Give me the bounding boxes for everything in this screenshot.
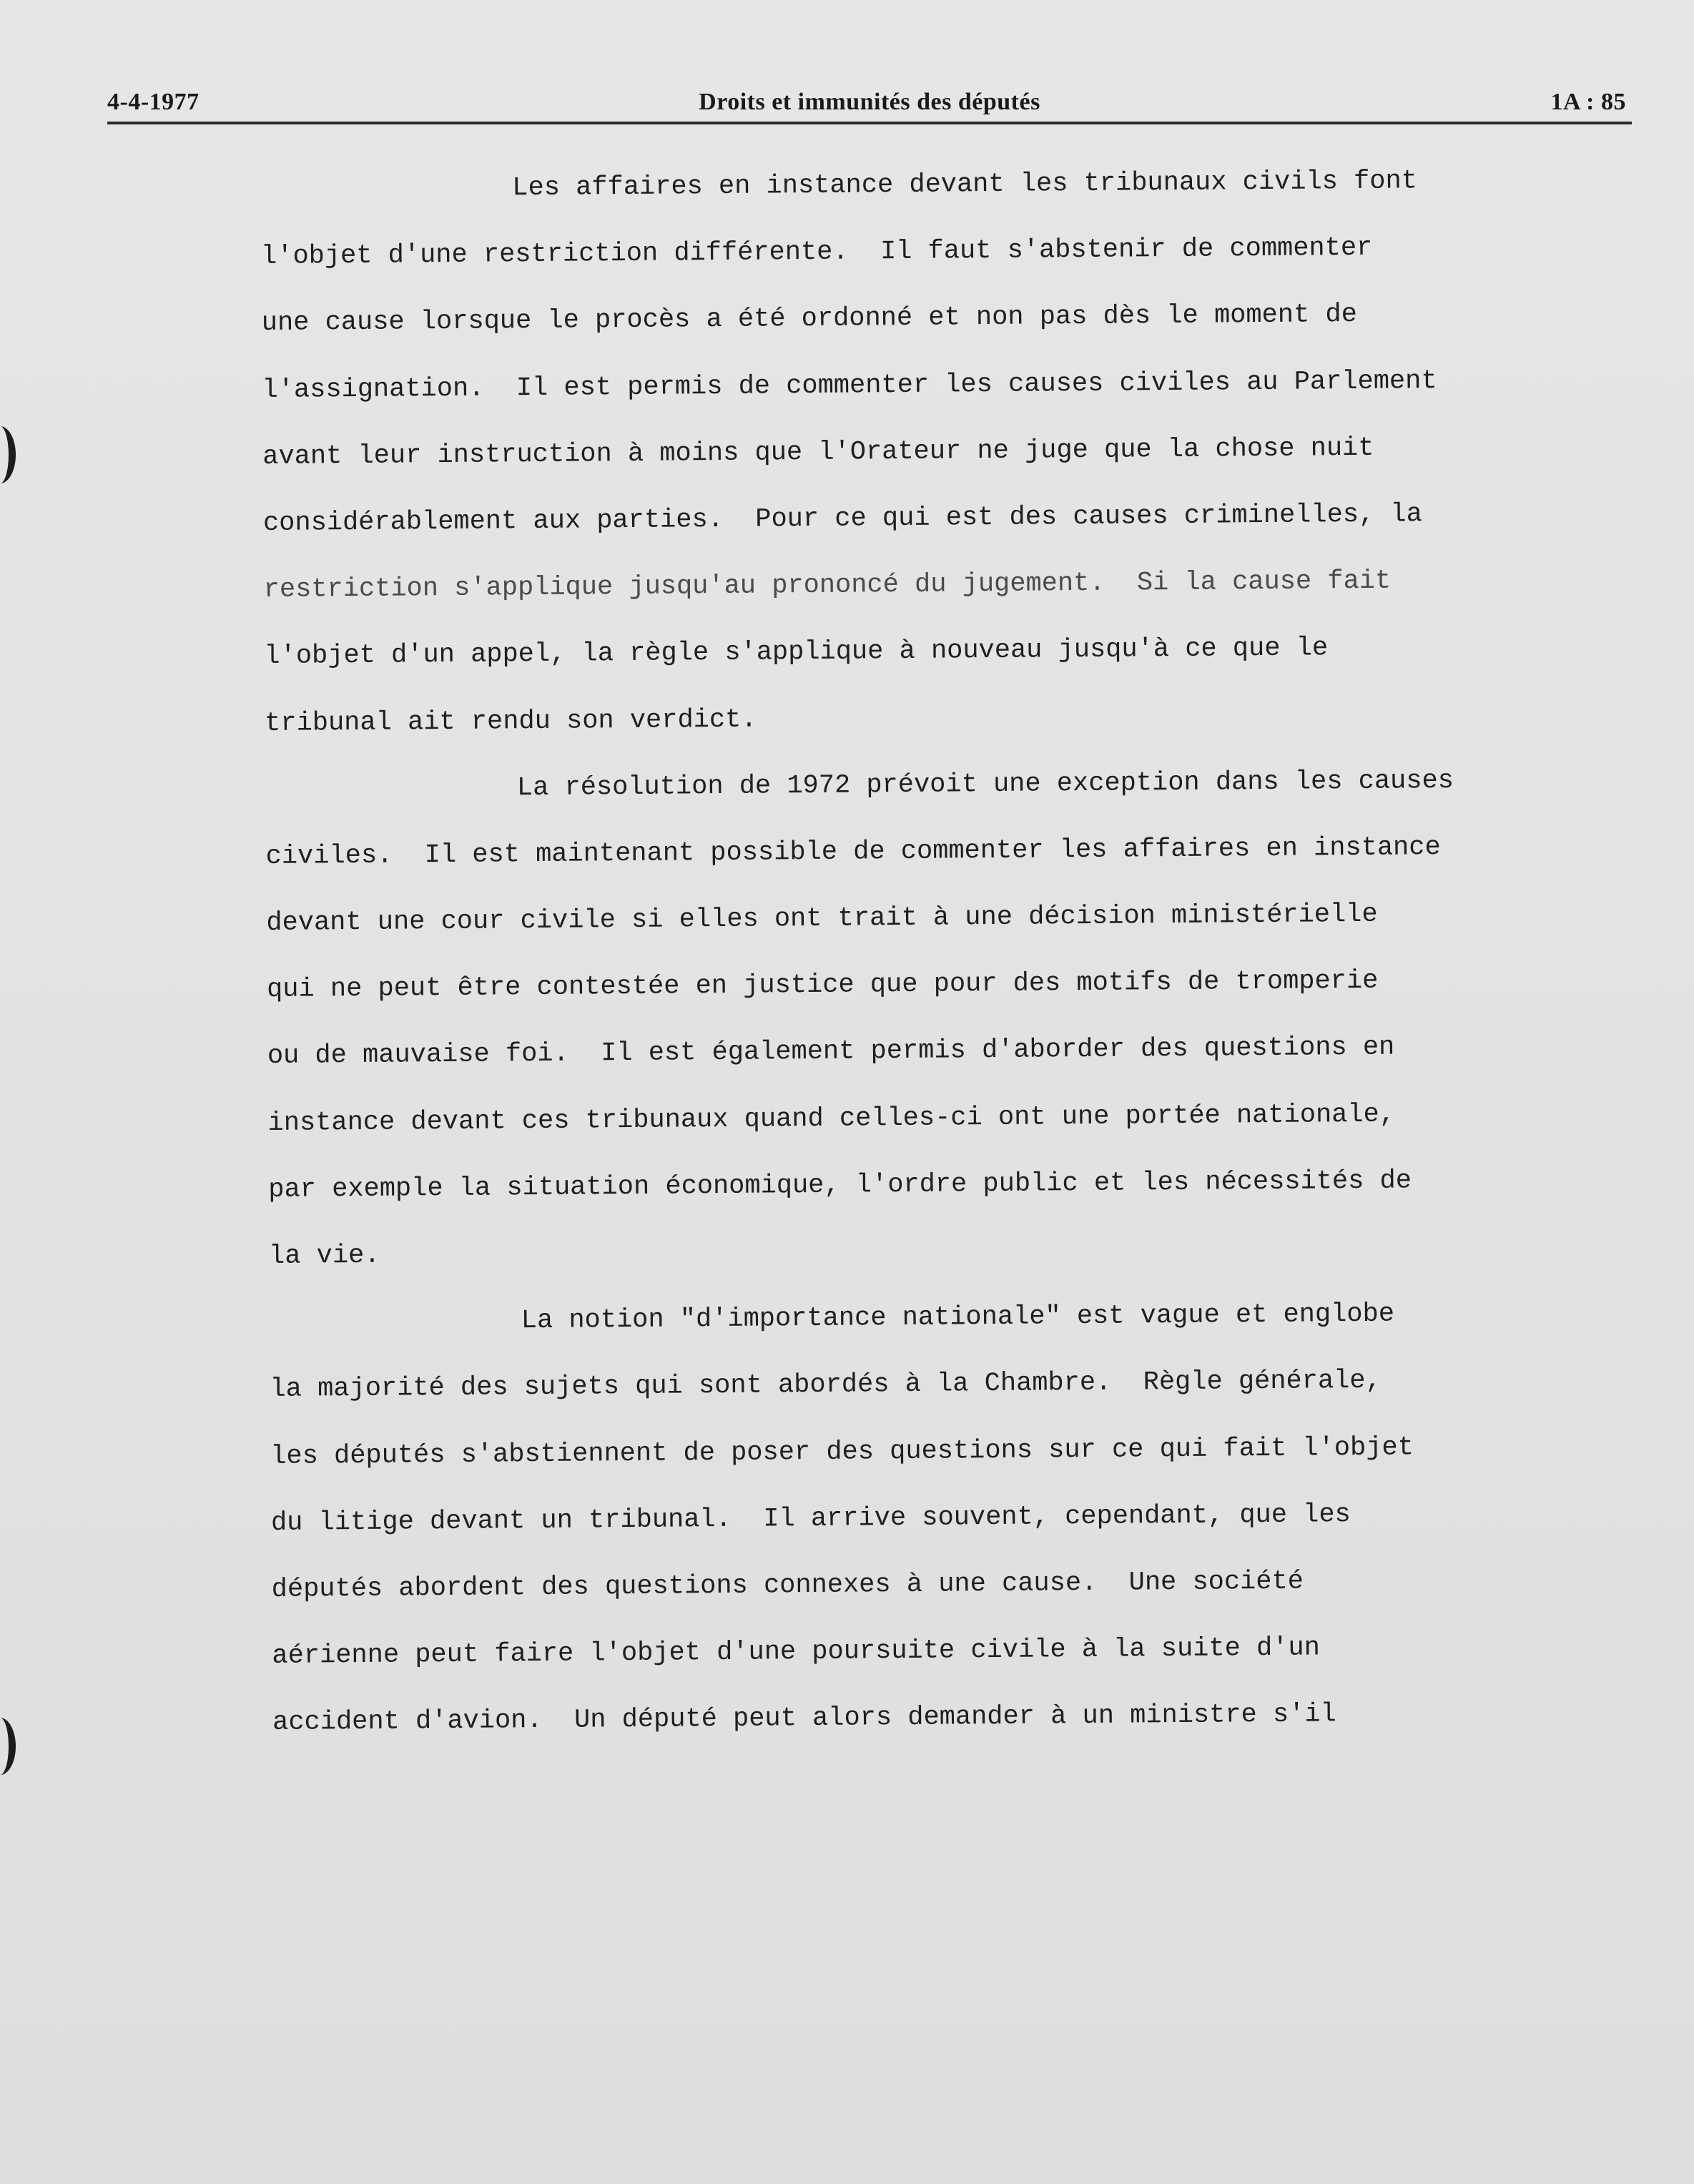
text-line: Les affaires en instance devant les tribunaux civils font bbox=[512, 166, 1418, 204]
text-line: par exemple la situation économique, l'ordre public et les nécessités de bbox=[268, 1166, 1412, 1205]
text-line: La résolution de 1972 prévoit une exception dans les causes bbox=[516, 765, 1454, 803]
text-line: considérablement aux parties. Pour ce qui est des causes criminelles, la bbox=[262, 499, 1423, 538]
paragraph bbox=[265, 747, 1500, 1290]
text-line: avant leur instruction à moins que l'Orateur ne juge que la chose nuit bbox=[262, 433, 1374, 472]
text-line: instance devant ces tribunaux quand celles-ci ont une portée nationale, bbox=[267, 1099, 1396, 1138]
text-line: une cause lorsque le procès a été ordonné et non pas dès le moment de bbox=[261, 300, 1358, 339]
text-line: la majorité des sujets qui sont abordés à la Chambre. Règle générale, bbox=[270, 1366, 1382, 1405]
header-page-number: 1A : 85 bbox=[1550, 89, 1626, 115]
running-header bbox=[107, 69, 1632, 124]
text-line: les députés s'abstiennent de poser des questions sur ce qui fait l'objet bbox=[270, 1432, 1414, 1472]
text-line: aérienne peut faire l'objet d'une poursuite civile à la suite d'un bbox=[272, 1633, 1321, 1672]
text-line: ou de mauvaise foi. Il est également permis d'aborder des questions en bbox=[267, 1033, 1395, 1072]
text-line: du litige devant un tribunal. Il arrive souvent, cependant, que les bbox=[270, 1499, 1351, 1538]
header-date: 4-4-1977 bbox=[107, 89, 200, 115]
text-line: la vie. bbox=[268, 1240, 380, 1271]
text-line: tribunal ait rendu son verdict. bbox=[265, 704, 757, 739]
text-line: l'objet d'un appel, la règle s'applique à nouveau jusqu'à ce que le bbox=[264, 633, 1329, 672]
text-line: l'objet d'une restriction différente. Il faut s'abstenir de commenter bbox=[260, 232, 1373, 272]
text-line: députés abordent des questions connexes à une cause. Une société bbox=[271, 1566, 1304, 1605]
text-line: devant une cour civile si elles ont trait à une décision ministérielle bbox=[266, 899, 1378, 939]
text-line: civiles. Il est maintenant possible de commenter les affaires en instance bbox=[265, 832, 1441, 872]
header-title: Droits et immunités des députés bbox=[699, 89, 1040, 115]
text-line: l'assignation. Il est permis de commenter les causes civiles au Parlement bbox=[262, 365, 1437, 405]
binder-hole-mark bbox=[0, 426, 16, 483]
text-line: restriction s'applique jusqu'au prononcé du jugement. Si la cause fait bbox=[263, 566, 1392, 606]
text-line: qui ne peut être contestée en justice que pour des motifs de tromperie bbox=[266, 966, 1379, 1005]
paragraph bbox=[260, 147, 1495, 757]
document-body bbox=[260, 147, 1503, 1756]
text-line: La notion "d'importance nationale" est vague et englobe bbox=[521, 1299, 1395, 1337]
binder-hole-mark bbox=[0, 1718, 16, 1775]
text-line: accident d'avion. Un député peut alors demander à un ministre s'il bbox=[272, 1699, 1336, 1738]
paragraph bbox=[269, 1281, 1502, 1757]
